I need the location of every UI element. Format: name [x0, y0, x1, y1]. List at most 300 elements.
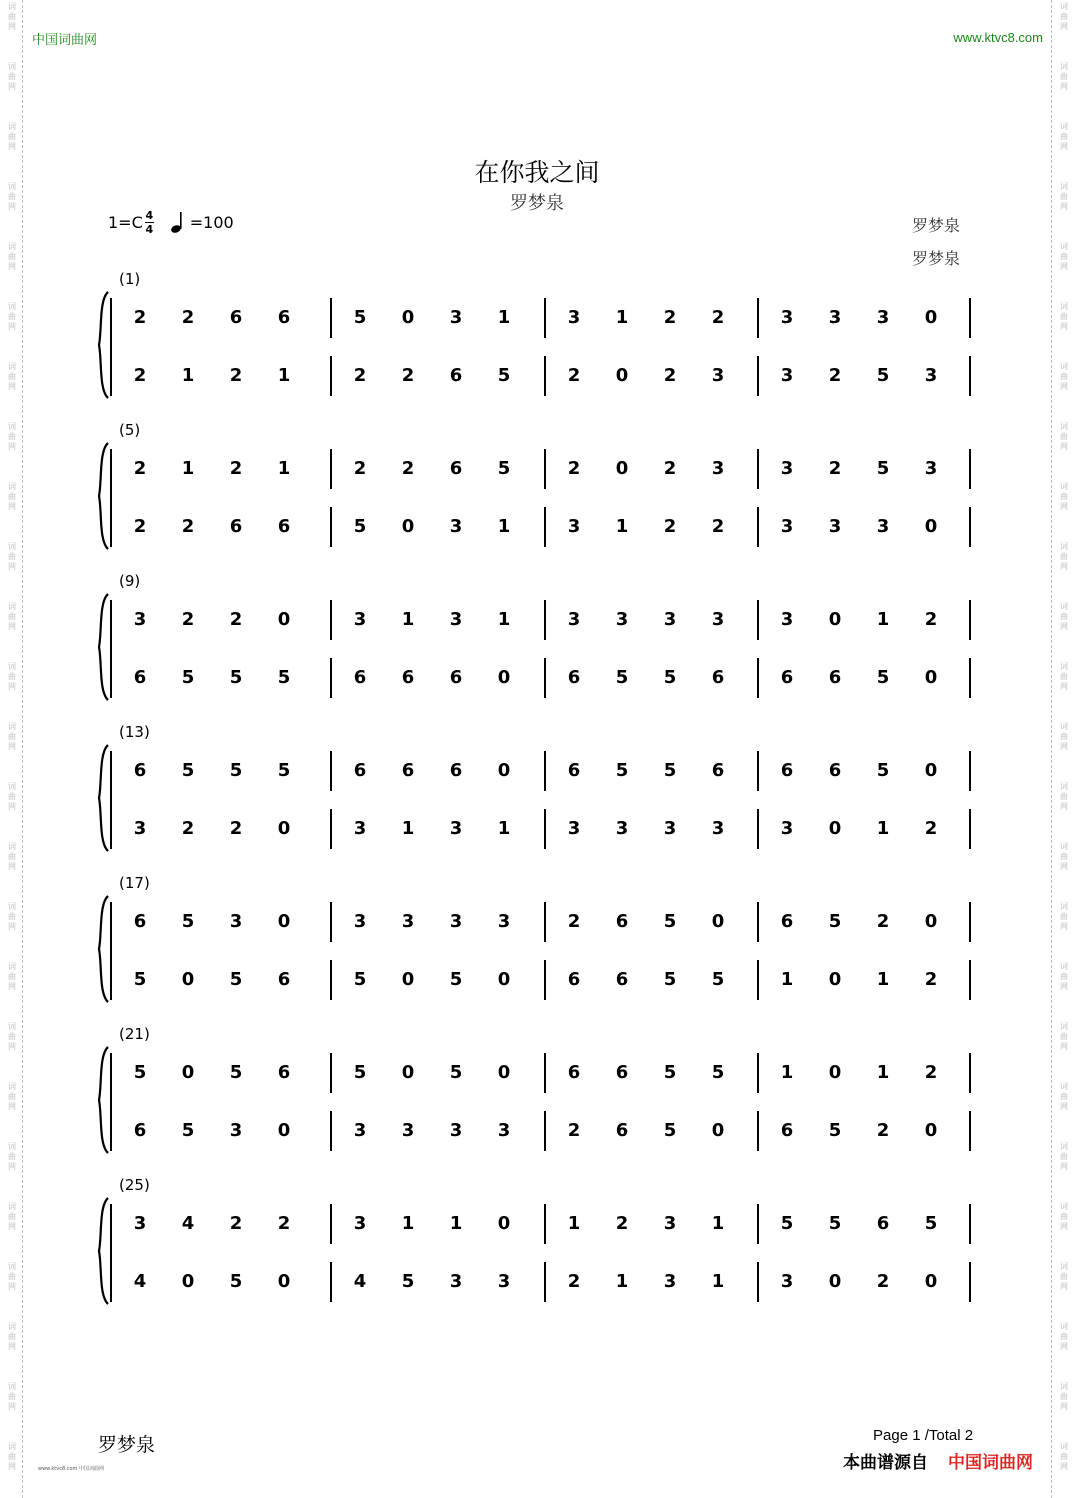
watermark-text: [5, 602, 19, 632]
upper-note: 5: [181, 911, 195, 932]
upper-note: 5: [780, 1213, 794, 1234]
upper-note: 2: [615, 1213, 629, 1234]
lower-note: 6: [277, 969, 291, 990]
lower-note: 3: [567, 516, 581, 537]
system-brace-icon: [96, 894, 110, 1004]
lower-note: 2: [181, 818, 195, 839]
lower-note: 1: [615, 1271, 629, 1292]
footer-author: 罗梦泉: [98, 1434, 156, 1456]
footer-source: [843, 1448, 1033, 1473]
lower-note: 6: [780, 667, 794, 688]
watermark-glyph: 曲: [1060, 792, 1068, 801]
barline: [969, 658, 971, 698]
watermark-glyph: 曲: [8, 852, 16, 861]
lower-note: 1: [401, 818, 415, 839]
system-start-line: [110, 902, 112, 1000]
upper-note: 1: [277, 458, 291, 479]
lower-note: 0: [924, 516, 938, 537]
upper-note: 5: [828, 1213, 842, 1234]
lower-note: 5: [277, 667, 291, 688]
upper-note: 0: [924, 911, 938, 932]
watermark-glyph: 网: [1060, 922, 1068, 931]
watermark-glyph: 网: [8, 1282, 16, 1291]
song-title: 在你我之间: [474, 158, 600, 187]
watermark-text: [5, 1442, 19, 1472]
time-sig-top: 4: [145, 208, 154, 222]
upper-note: 0: [401, 307, 415, 328]
watermark-glyph: 网: [1060, 1162, 1068, 1171]
watermark-glyph: 曲: [8, 672, 16, 681]
watermark-text: [5, 782, 19, 812]
lower-note: 1: [876, 969, 890, 990]
watermark-glyph: 网: [1060, 322, 1068, 331]
watermark-glyph: 词: [1060, 182, 1068, 191]
watermark-text: [1057, 842, 1071, 872]
barline: [330, 658, 332, 698]
watermark-text: [5, 1262, 19, 1292]
watermark-glyph: 网: [1060, 1222, 1068, 1231]
lower-note: 3: [449, 1120, 463, 1141]
watermark-text: [5, 1142, 19, 1172]
watermark-glyph: 网: [8, 1462, 16, 1471]
barline: [757, 1111, 759, 1151]
upper-note: 0: [828, 609, 842, 630]
watermark-glyph: 网: [1060, 202, 1068, 211]
upper-note: 4: [181, 1213, 195, 1234]
watermark-text: [1057, 1142, 1071, 1172]
upper-note: 6: [615, 1062, 629, 1083]
lower-note: 5: [353, 516, 367, 537]
lower-note: 0: [711, 1120, 725, 1141]
system-start-line: [110, 298, 112, 396]
lower-note: 3: [449, 516, 463, 537]
song-subtitle: 罗梦泉: [510, 193, 564, 214]
upper-note: 2: [401, 458, 415, 479]
upper-note: 6: [277, 307, 291, 328]
upper-note: 5: [615, 760, 629, 781]
watermark-glyph: 词: [1060, 602, 1068, 611]
lower-note: 5: [229, 667, 243, 688]
lower-note: 5: [401, 1271, 415, 1292]
upper-note: 6: [449, 458, 463, 479]
composer-credit: 罗梦泉: [912, 249, 961, 268]
barline: [757, 960, 759, 1000]
barline: [757, 658, 759, 698]
upper-note: 6: [133, 911, 147, 932]
barline: [757, 1204, 759, 1244]
watermark-glyph: 词: [8, 962, 16, 971]
watermark-glyph: 词: [1060, 1142, 1068, 1151]
watermark-glyph: 网: [8, 1162, 16, 1171]
upper-note: 0: [711, 911, 725, 932]
barline: [757, 751, 759, 791]
barline: [544, 902, 546, 942]
upper-note: 3: [876, 307, 890, 328]
barline: [330, 356, 332, 396]
watermark-text: [1057, 1202, 1071, 1232]
barline: [544, 751, 546, 791]
watermark-text: [1057, 1082, 1071, 1112]
upper-note: 3: [711, 609, 725, 630]
system-brace-icon: [96, 743, 110, 853]
lower-note: 3: [876, 516, 890, 537]
upper-note: 3: [663, 1213, 677, 1234]
lower-note: 2: [876, 1271, 890, 1292]
barline: [757, 356, 759, 396]
lower-note: 6: [449, 365, 463, 386]
lower-note: 1: [497, 516, 511, 537]
watermark-glyph: 曲: [1060, 732, 1068, 741]
watermark-glyph: 词: [1060, 782, 1068, 791]
watermark-text: [1057, 962, 1071, 992]
time-signature: [145, 210, 154, 235]
lower-note: 0: [924, 1120, 938, 1141]
watermark-glyph: 网: [1060, 142, 1068, 151]
upper-note: 2: [876, 911, 890, 932]
watermark-glyph: 曲: [8, 252, 16, 261]
barline: [330, 1053, 332, 1093]
barline: [330, 1111, 332, 1151]
upper-note: 1: [497, 307, 511, 328]
footer-source-site[interactable]: 中国词曲网: [948, 1453, 1033, 1473]
watermark-glyph: 网: [1060, 1102, 1068, 1111]
watermark-text: [1057, 62, 1071, 92]
watermark-glyph: 曲: [1060, 1272, 1068, 1281]
upper-note: 3: [567, 609, 581, 630]
upper-note: 5: [133, 1062, 147, 1083]
upper-note: 3: [133, 1213, 147, 1234]
watermark-glyph: 网: [1060, 82, 1068, 91]
upper-note: 1: [567, 1213, 581, 1234]
lower-note: 3: [615, 818, 629, 839]
upper-note: 2: [353, 458, 367, 479]
upper-note: 5: [353, 307, 367, 328]
upper-note: 3: [133, 609, 147, 630]
watermark-glyph: 词: [8, 122, 16, 131]
watermark-text: [5, 1082, 19, 1112]
barline: [757, 1053, 759, 1093]
watermark-glyph: 词: [8, 2, 16, 11]
watermark-text: [1057, 302, 1071, 332]
barline: [969, 902, 971, 942]
lower-note: 0: [277, 1271, 291, 1292]
lower-note: 0: [277, 1120, 291, 1141]
lower-note: 5: [663, 969, 677, 990]
watermark-glyph: 曲: [8, 1332, 16, 1341]
lower-note: 2: [567, 1271, 581, 1292]
watermark-glyph: 曲: [1060, 1452, 1068, 1461]
watermark-glyph: 曲: [1060, 492, 1068, 501]
watermark-glyph: 网: [8, 382, 16, 391]
watermark-glyph: 曲: [8, 912, 16, 921]
upper-note: 1: [876, 609, 890, 630]
lower-note: 0: [401, 516, 415, 537]
watermark-text: [5, 962, 19, 992]
upper-note: 0: [277, 609, 291, 630]
lower-note: 3: [229, 1120, 243, 1141]
watermark-glyph: 曲: [1060, 192, 1068, 201]
lower-note: 1: [876, 818, 890, 839]
watermark-glyph: 曲: [8, 1152, 16, 1161]
barline: [969, 1204, 971, 1244]
watermark-glyph: 曲: [1060, 1392, 1068, 1401]
lower-note: 2: [828, 365, 842, 386]
upper-note: 2: [277, 1213, 291, 1234]
watermark-text: [5, 902, 19, 932]
lower-note: 5: [711, 969, 725, 990]
upper-note: 1: [401, 609, 415, 630]
page-indicator: Page 1 /Total 2: [873, 1427, 974, 1444]
watermark-glyph: 词: [8, 482, 16, 491]
watermark-glyph: 网: [8, 142, 16, 151]
score-system: [0, 723, 1074, 874]
watermark-glyph: 曲: [1060, 252, 1068, 261]
barline: [330, 960, 332, 1000]
watermark-text: [5, 182, 19, 212]
watermark-glyph: 网: [8, 982, 16, 991]
lower-note: 6: [615, 969, 629, 990]
upper-note: 0: [497, 1213, 511, 1234]
system-start-line: [110, 449, 112, 547]
upper-note: 6: [780, 760, 794, 781]
key-signature: 1=C: [108, 212, 143, 232]
tempo-value: =100: [189, 212, 234, 232]
watermark-glyph: 词: [1060, 842, 1068, 851]
watermark-glyph: 词: [1060, 902, 1068, 911]
barline: [544, 1053, 546, 1093]
watermark-glyph: 网: [8, 802, 16, 811]
watermark-glyph: 曲: [8, 72, 16, 81]
watermark-text: [5, 302, 19, 332]
watermark-glyph: 网: [1060, 442, 1068, 451]
upper-note: 3: [780, 307, 794, 328]
upper-note: 1: [711, 1213, 725, 1234]
watermark-glyph: 曲: [8, 492, 16, 501]
watermark-text: [5, 542, 19, 572]
site-url[interactable]: www.ktvc8.com: [953, 30, 1043, 45]
watermark-glyph: 网: [8, 262, 16, 271]
watermark-glyph: 曲: [8, 1212, 16, 1221]
watermark-glyph: 词: [8, 1382, 16, 1391]
watermark-glyph: 网: [1060, 862, 1068, 871]
lower-note: 5: [449, 969, 463, 990]
upper-note: 6: [780, 911, 794, 932]
watermark-glyph: 曲: [8, 792, 16, 801]
upper-note: 2: [663, 458, 677, 479]
watermark-glyph: 词: [8, 1142, 16, 1151]
barline: [969, 960, 971, 1000]
barline: [330, 1204, 332, 1244]
watermark-glyph: 网: [8, 202, 16, 211]
watermark-text: [5, 1322, 19, 1352]
watermark-text: [1057, 1322, 1071, 1352]
watermark-text: [1057, 542, 1071, 572]
watermark-text: [1057, 782, 1071, 812]
watermark-glyph: 曲: [8, 372, 16, 381]
lower-note: 2: [663, 365, 677, 386]
upper-note: 3: [711, 458, 725, 479]
barline: [969, 507, 971, 547]
watermark-glyph: 曲: [8, 612, 16, 621]
system-brace-icon: [96, 290, 110, 400]
lower-note: 5: [876, 667, 890, 688]
measure-number: (25): [119, 1176, 150, 1194]
upper-note: 6: [353, 760, 367, 781]
watermark-glyph: 网: [8, 742, 16, 751]
lower-note: 3: [780, 365, 794, 386]
lower-note: 6: [277, 516, 291, 537]
lower-note: 2: [924, 969, 938, 990]
lower-note: 1: [497, 818, 511, 839]
upper-note: 6: [615, 911, 629, 932]
watermark-glyph: 曲: [8, 312, 16, 321]
watermark-glyph: 曲: [1060, 972, 1068, 981]
watermark-glyph: 网: [8, 22, 16, 31]
watermark-text: [1057, 122, 1071, 152]
upper-note: 2: [181, 609, 195, 630]
watermark-glyph: 网: [1060, 22, 1068, 31]
lower-note: 0: [615, 365, 629, 386]
watermark-glyph: 曲: [1060, 312, 1068, 321]
barline: [544, 356, 546, 396]
watermark-glyph: 曲: [1060, 72, 1068, 81]
barline: [544, 600, 546, 640]
score-system: [0, 270, 1074, 421]
upper-note: 3: [353, 911, 367, 932]
barline: [544, 1204, 546, 1244]
watermark-glyph: 词: [8, 302, 16, 311]
lower-note: 0: [828, 1271, 842, 1292]
lower-note: 6: [615, 1120, 629, 1141]
lower-note: 6: [711, 667, 725, 688]
lower-note: 4: [353, 1271, 367, 1292]
watermark-text: [5, 362, 19, 392]
upper-note: 0: [828, 1062, 842, 1083]
watermark-text: [5, 242, 19, 272]
lower-note: 5: [828, 1120, 842, 1141]
watermark-glyph: 曲: [1060, 612, 1068, 621]
watermark-glyph: 网: [1060, 1342, 1068, 1351]
watermark-glyph: 词: [1060, 1262, 1068, 1271]
watermark-glyph: 词: [8, 422, 16, 431]
upper-note: 0: [497, 760, 511, 781]
score-system: [0, 1025, 1074, 1176]
barline: [330, 809, 332, 849]
system-start-line: [110, 751, 112, 849]
barline: [544, 449, 546, 489]
upper-note: 1: [401, 1213, 415, 1234]
upper-note: 6: [711, 760, 725, 781]
lower-note: 0: [828, 969, 842, 990]
lower-note: 3: [780, 516, 794, 537]
watermark-glyph: 网: [8, 1342, 16, 1351]
site-name: 中国词曲网: [32, 33, 98, 48]
upper-note: 5: [229, 760, 243, 781]
barline: [757, 600, 759, 640]
upper-note: 6: [449, 760, 463, 781]
watermark-glyph: 网: [8, 1222, 16, 1231]
barline: [330, 902, 332, 942]
upper-note: 6: [828, 760, 842, 781]
lower-note: 6: [353, 667, 367, 688]
upper-note: 0: [497, 1062, 511, 1083]
watermark-glyph: 网: [1060, 1402, 1068, 1411]
watermark-text: [5, 62, 19, 92]
barline: [969, 1262, 971, 1302]
lower-note: 6: [780, 1120, 794, 1141]
watermark-glyph: 曲: [1060, 1092, 1068, 1101]
upper-note: 1: [876, 1062, 890, 1083]
watermark-glyph: 词: [8, 662, 16, 671]
watermark-glyph: 网: [8, 622, 16, 631]
watermark-glyph: 曲: [8, 732, 16, 741]
watermark-text: [5, 1022, 19, 1052]
upper-note: 2: [711, 307, 725, 328]
watermark-glyph: 曲: [8, 432, 16, 441]
upper-note: 3: [353, 609, 367, 630]
measure-number: (13): [119, 723, 150, 741]
lower-note: 5: [663, 667, 677, 688]
watermark-glyph: 网: [1060, 502, 1068, 511]
lower-note: 6: [229, 516, 243, 537]
lower-note: 3: [497, 1271, 511, 1292]
upper-note: 5: [876, 458, 890, 479]
lower-note: 1: [780, 969, 794, 990]
lower-note: 3: [924, 365, 938, 386]
watermark-glyph: 网: [8, 502, 16, 511]
upper-note: 5: [181, 760, 195, 781]
watermark-text: [1057, 422, 1071, 452]
watermark-glyph: 网: [8, 862, 16, 871]
watermark-text: [5, 662, 19, 692]
watermark-glyph: 网: [1060, 382, 1068, 391]
lower-note: 1: [277, 365, 291, 386]
score-system: [0, 572, 1074, 723]
watermark-glyph: 网: [8, 1102, 16, 1111]
watermark-glyph: 曲: [1060, 1332, 1068, 1341]
watermark-glyph: 词: [1060, 482, 1068, 491]
watermark-glyph: 词: [8, 182, 16, 191]
upper-note: 5: [497, 458, 511, 479]
upper-note: 6: [229, 307, 243, 328]
lower-note: 3: [567, 818, 581, 839]
upper-note: 5: [353, 1062, 367, 1083]
system-brace-icon: [96, 592, 110, 702]
lower-note: 0: [924, 667, 938, 688]
lower-note: 2: [567, 365, 581, 386]
watermark-glyph: 曲: [1060, 432, 1068, 441]
upper-note: 2: [663, 307, 677, 328]
upper-note: 2: [133, 307, 147, 328]
upper-note: 1: [780, 1062, 794, 1083]
upper-note: 2: [181, 307, 195, 328]
upper-note: 3: [663, 609, 677, 630]
lower-note: 3: [828, 516, 842, 537]
watermark-glyph: 网: [8, 322, 16, 331]
upper-note: 5: [229, 1062, 243, 1083]
watermark-glyph: 词: [1060, 1322, 1068, 1331]
lower-note: 6: [828, 667, 842, 688]
watermark-glyph: 曲: [1060, 552, 1068, 561]
watermark-text: [5, 1202, 19, 1232]
watermark-glyph: 曲: [8, 192, 16, 201]
lower-note: 3: [449, 818, 463, 839]
watermark-glyph: 曲: [8, 1032, 16, 1041]
upper-note: 5: [277, 760, 291, 781]
barline: [544, 1262, 546, 1302]
system-start-line: [110, 1053, 112, 1151]
watermark-text: [1057, 1442, 1071, 1472]
